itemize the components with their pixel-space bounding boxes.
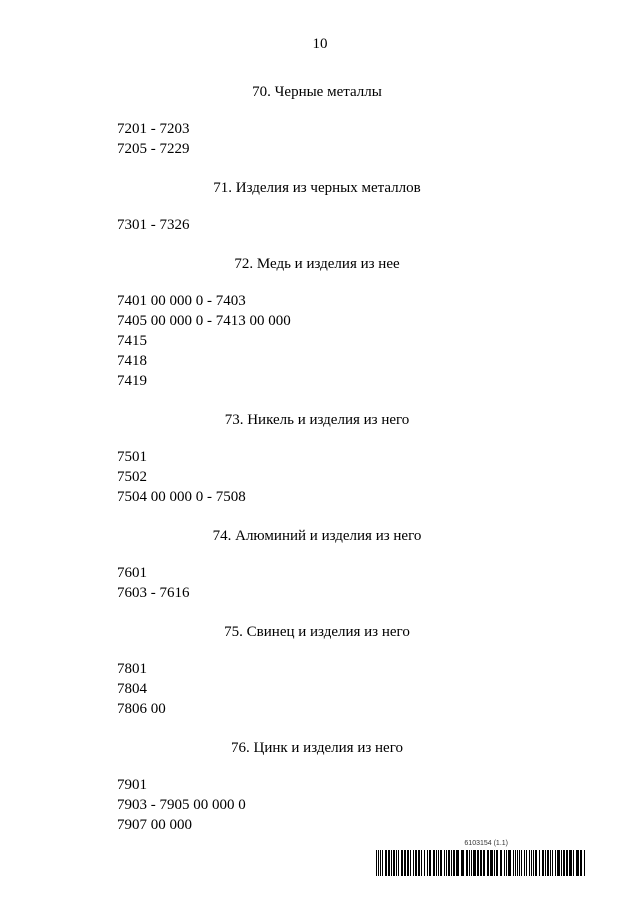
stamp-label: 6103154 (1.1) xyxy=(464,840,508,847)
section-title: 76. Цинк и изделия из него xyxy=(230,740,403,756)
code-item: 7504 00 000 0 - 7508 xyxy=(117,489,246,505)
code-list xyxy=(117,659,557,719)
code-list xyxy=(117,775,557,835)
code-list xyxy=(117,291,557,391)
code-item: 7205 - 7229 xyxy=(117,141,190,157)
code-item: 7201 - 7203 xyxy=(117,121,190,137)
section-title: 71. Изделия из черных металлов xyxy=(213,180,421,196)
section-title: 74. Алюминий и изделия из него xyxy=(212,528,422,544)
code-item: 7501 xyxy=(117,449,147,465)
code-list xyxy=(117,447,557,507)
section-title: 72. Медь и изделия из нее xyxy=(234,256,400,272)
code-item: 7603 - 7616 xyxy=(117,585,190,601)
code-item: 7418 xyxy=(117,353,147,369)
code-item: 7801 xyxy=(117,661,147,677)
code-item: 7901 xyxy=(117,777,147,793)
code-item: 7301 - 7326 xyxy=(117,217,190,233)
code-item: 7804 xyxy=(117,681,147,697)
code-item: 7401 00 000 0 - 7403 xyxy=(117,293,246,309)
code-list xyxy=(117,563,557,603)
code-item: 7419 xyxy=(117,373,147,389)
code-item: 7903 - 7905 00 000 0 xyxy=(117,797,246,813)
code-item: 7502 xyxy=(117,469,147,485)
code-item: 7907 00 000 xyxy=(117,817,192,833)
barcode xyxy=(376,850,588,876)
code-item: 7405 00 000 0 - 7413 00 000 xyxy=(117,313,291,329)
page-number: 10 xyxy=(312,36,328,52)
section-title: 75. Свинец и изделия из него xyxy=(224,624,410,640)
code-item: 7601 xyxy=(117,565,147,581)
section-title: 73. Никель и изделия из него xyxy=(224,412,410,428)
code-item: 7806 00 xyxy=(117,701,166,717)
document-body xyxy=(117,83,557,855)
document-stamp xyxy=(376,840,588,880)
code-list xyxy=(117,215,557,235)
code-list xyxy=(117,119,557,159)
section-title: 70. Черные металлы xyxy=(252,84,382,100)
code-item: 7415 xyxy=(117,333,147,349)
